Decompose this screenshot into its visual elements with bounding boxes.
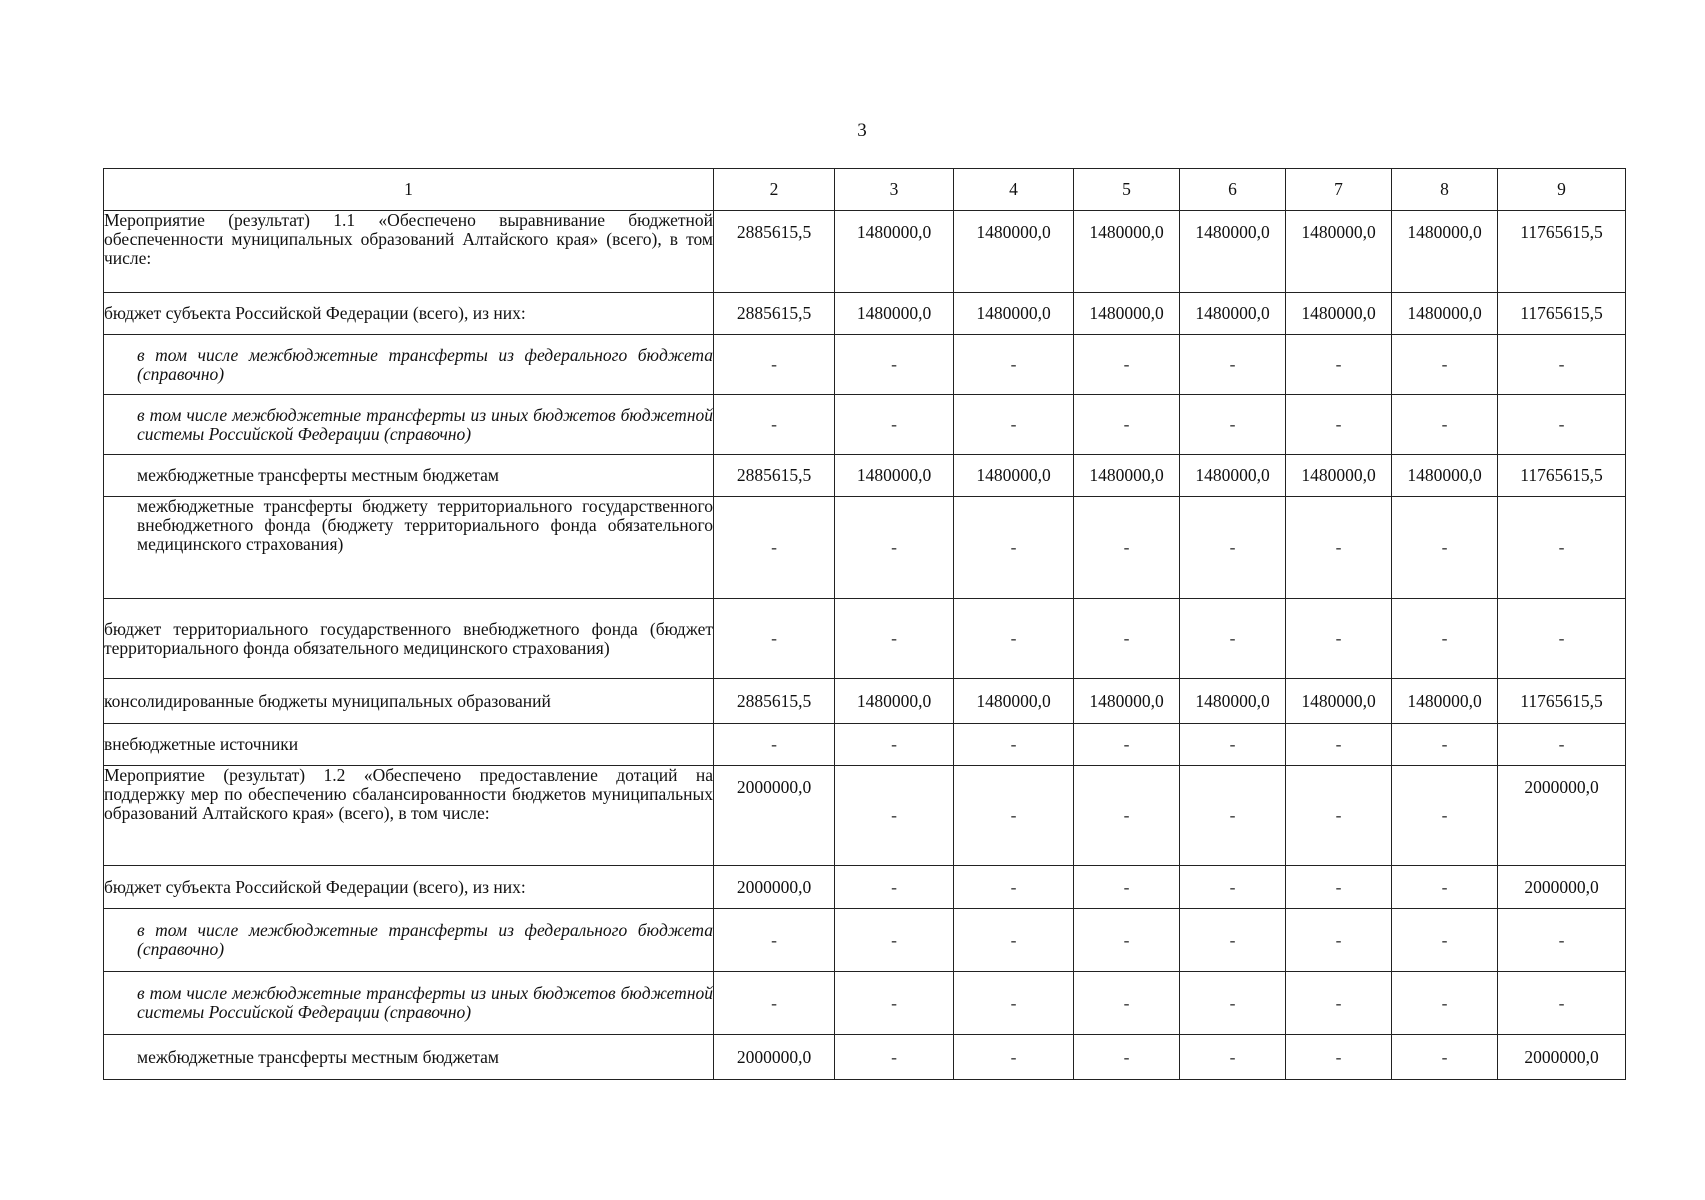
table-row: [104, 1035, 1626, 1080]
cell-value: -: [954, 909, 1074, 972]
cell-value: -: [954, 766, 1074, 866]
table-row: [104, 599, 1626, 679]
cell-value: -: [1180, 766, 1286, 866]
cell-value: 1480000,0: [1074, 293, 1180, 335]
cell-value: -: [1498, 972, 1626, 1035]
cell-value: -: [835, 866, 954, 909]
cell-value: -: [1074, 972, 1180, 1035]
table-row: [104, 293, 1626, 335]
cell-value: -: [835, 395, 954, 455]
column-header: 8: [1392, 169, 1498, 211]
header-row: [104, 169, 1626, 211]
page-number: 3: [857, 120, 867, 141]
cell-value: 1480000,0: [1180, 679, 1286, 724]
cell-value: -: [1074, 766, 1180, 866]
cell-value: 2885615,5: [714, 211, 835, 293]
cell-value: -: [835, 909, 954, 972]
cell-value: -: [1074, 909, 1180, 972]
row-label: межбюджетные трансферты бюджету территориального государственного внебюджетного фонда (бюджету территориального фонда обязательного медицинского страхования): [104, 497, 714, 599]
cell-value: 1480000,0: [1074, 211, 1180, 293]
cell-value: -: [1180, 972, 1286, 1035]
table-row: [104, 866, 1626, 909]
cell-value: -: [1074, 395, 1180, 455]
cell-value: -: [1392, 497, 1498, 599]
cell-value: -: [954, 335, 1074, 395]
cell-value: -: [1392, 395, 1498, 455]
row-label: межбюджетные трансферты местным бюджетам: [104, 1035, 714, 1080]
cell-value: -: [1286, 866, 1392, 909]
cell-value: -: [835, 599, 954, 679]
table-row: [104, 211, 1626, 293]
cell-value: -: [1392, 972, 1498, 1035]
cell-value: -: [1286, 395, 1392, 455]
cell-value: -: [714, 972, 835, 1035]
cell-value: 1480000,0: [1392, 211, 1498, 293]
cell-value: -: [1074, 866, 1180, 909]
budget-table: [103, 168, 1626, 1080]
cell-value: 1480000,0: [1392, 679, 1498, 724]
cell-value: 1480000,0: [1392, 293, 1498, 335]
table-row: [104, 724, 1626, 766]
cell-value: -: [1286, 766, 1392, 866]
table-row: [104, 335, 1626, 395]
row-label: межбюджетные трансферты местным бюджетам: [104, 455, 714, 497]
cell-value: -: [1498, 909, 1626, 972]
cell-value: 1480000,0: [1392, 455, 1498, 497]
cell-value: -: [1180, 724, 1286, 766]
row-label: консолидированные бюджеты муниципальных образований: [104, 679, 714, 724]
cell-value: -: [1180, 497, 1286, 599]
column-header: 5: [1074, 169, 1180, 211]
cell-value: -: [1074, 599, 1180, 679]
cell-value: 1480000,0: [835, 679, 954, 724]
cell-value: -: [835, 1035, 954, 1080]
cell-value: 1480000,0: [1180, 455, 1286, 497]
cell-value: 1480000,0: [1074, 679, 1180, 724]
cell-value: -: [1498, 395, 1626, 455]
cell-value: -: [1286, 724, 1392, 766]
cell-value: 1480000,0: [1286, 679, 1392, 724]
cell-value: -: [1392, 599, 1498, 679]
cell-value: -: [1074, 724, 1180, 766]
cell-value: -: [1074, 1035, 1180, 1080]
row-label: в том числе межбюджетные трансферты из иных бюджетов бюджетной системы Российской Федерации (справочно): [104, 395, 714, 455]
cell-value: -: [1498, 599, 1626, 679]
cell-value: -: [714, 497, 835, 599]
row-label: в том числе межбюджетные трансферты из иных бюджетов бюджетной системы Российской Федерации (справочно): [104, 972, 714, 1035]
cell-value: -: [714, 335, 835, 395]
cell-value: 2885615,5: [714, 455, 835, 497]
column-header: 2: [714, 169, 835, 211]
cell-value: 1480000,0: [1180, 211, 1286, 293]
row-label: Мероприятие (результат) 1.1 «Обеспечено выравнивание бюджетной обеспеченности муниципальных образований Алтайского края» (всего), в том числе:: [104, 211, 714, 293]
cell-value: -: [1392, 724, 1498, 766]
row-label: внебюджетные источники: [104, 724, 714, 766]
column-header: 6: [1180, 169, 1286, 211]
row-label: Мероприятие (результат) 1.2 «Обеспечено предоставление дотаций на поддержку мер по обеспечению сбалансированности бюджетов муниципальных образований Алтайского края» (всего), в том числе:: [104, 766, 714, 866]
column-header: 7: [1286, 169, 1392, 211]
cell-value: 1480000,0: [835, 455, 954, 497]
cell-value: -: [835, 497, 954, 599]
cell-value: -: [1180, 335, 1286, 395]
cell-value: -: [1286, 497, 1392, 599]
cell-value: 1480000,0: [1180, 293, 1286, 335]
cell-value: -: [1392, 335, 1498, 395]
row-label: в том числе межбюджетные трансферты из федерального бюджета (справочно): [104, 335, 714, 395]
cell-value: -: [1392, 766, 1498, 866]
cell-value: 2000000,0: [1498, 866, 1626, 909]
row-label: бюджет субъекта Российской Федерации (всего), из них:: [104, 293, 714, 335]
cell-value: -: [1180, 866, 1286, 909]
cell-value: 1480000,0: [835, 293, 954, 335]
table-row: [104, 679, 1626, 724]
cell-value: -: [1286, 335, 1392, 395]
table-row: [104, 909, 1626, 972]
row-label: бюджет субъекта Российской Федерации (всего), из них:: [104, 866, 714, 909]
cell-value: -: [954, 395, 1074, 455]
cell-value: 2000000,0: [714, 866, 835, 909]
cell-value: 2000000,0: [1498, 1035, 1626, 1080]
column-header: 9: [1498, 169, 1626, 211]
cell-value: 1480000,0: [835, 211, 954, 293]
cell-value: -: [1498, 497, 1626, 599]
column-header: 1: [104, 169, 714, 211]
cell-value: -: [1498, 335, 1626, 395]
cell-value: 11765615,5: [1498, 455, 1626, 497]
cell-value: -: [1180, 1035, 1286, 1080]
table-row: [104, 455, 1626, 497]
cell-value: -: [1286, 972, 1392, 1035]
cell-value: 1480000,0: [954, 293, 1074, 335]
cell-value: -: [1286, 599, 1392, 679]
column-header: 4: [954, 169, 1074, 211]
cell-value: 11765615,5: [1498, 679, 1626, 724]
cell-value: -: [1392, 866, 1498, 909]
cell-value: -: [1180, 599, 1286, 679]
cell-value: 11765615,5: [1498, 211, 1626, 293]
cell-value: -: [1286, 1035, 1392, 1080]
table-row: [104, 972, 1626, 1035]
cell-value: -: [835, 972, 954, 1035]
cell-value: -: [835, 335, 954, 395]
cell-value: -: [954, 599, 1074, 679]
table-row: [104, 395, 1626, 455]
cell-value: 1480000,0: [1286, 293, 1392, 335]
cell-value: 2000000,0: [1498, 766, 1626, 866]
cell-value: -: [835, 766, 954, 866]
cell-value: -: [954, 497, 1074, 599]
cell-value: -: [1498, 724, 1626, 766]
cell-value: 2000000,0: [714, 1035, 835, 1080]
cell-value: -: [954, 1035, 1074, 1080]
row-label: бюджет территориального государственного внебюджетного фонда (бюджет территориального фонда обязательного медицинского страхования): [104, 599, 714, 679]
cell-value: 1480000,0: [1286, 211, 1392, 293]
cell-value: -: [1286, 909, 1392, 972]
cell-value: -: [1180, 909, 1286, 972]
cell-value: -: [954, 866, 1074, 909]
cell-value: -: [1180, 395, 1286, 455]
cell-value: -: [714, 724, 835, 766]
cell-value: -: [835, 724, 954, 766]
cell-value: 11765615,5: [1498, 293, 1626, 335]
cell-value: 1480000,0: [954, 679, 1074, 724]
cell-value: 1480000,0: [954, 455, 1074, 497]
cell-value: -: [714, 909, 835, 972]
table-row: [104, 497, 1626, 599]
cell-value: 1480000,0: [1286, 455, 1392, 497]
column-header: 3: [835, 169, 954, 211]
cell-value: 1480000,0: [1074, 455, 1180, 497]
cell-value: -: [954, 724, 1074, 766]
table-row: [104, 766, 1626, 866]
cell-value: 2885615,5: [714, 293, 835, 335]
cell-value: -: [1074, 335, 1180, 395]
cell-value: -: [1074, 497, 1180, 599]
cell-value: 1480000,0: [954, 211, 1074, 293]
cell-value: -: [714, 599, 835, 679]
cell-value: -: [714, 395, 835, 455]
cell-value: -: [1392, 909, 1498, 972]
cell-value: -: [954, 972, 1074, 1035]
cell-value: -: [1392, 1035, 1498, 1080]
row-label: в том числе межбюджетные трансферты из федерального бюджета (справочно): [104, 909, 714, 972]
cell-value: 2000000,0: [714, 766, 835, 866]
cell-value: 2885615,5: [714, 679, 835, 724]
